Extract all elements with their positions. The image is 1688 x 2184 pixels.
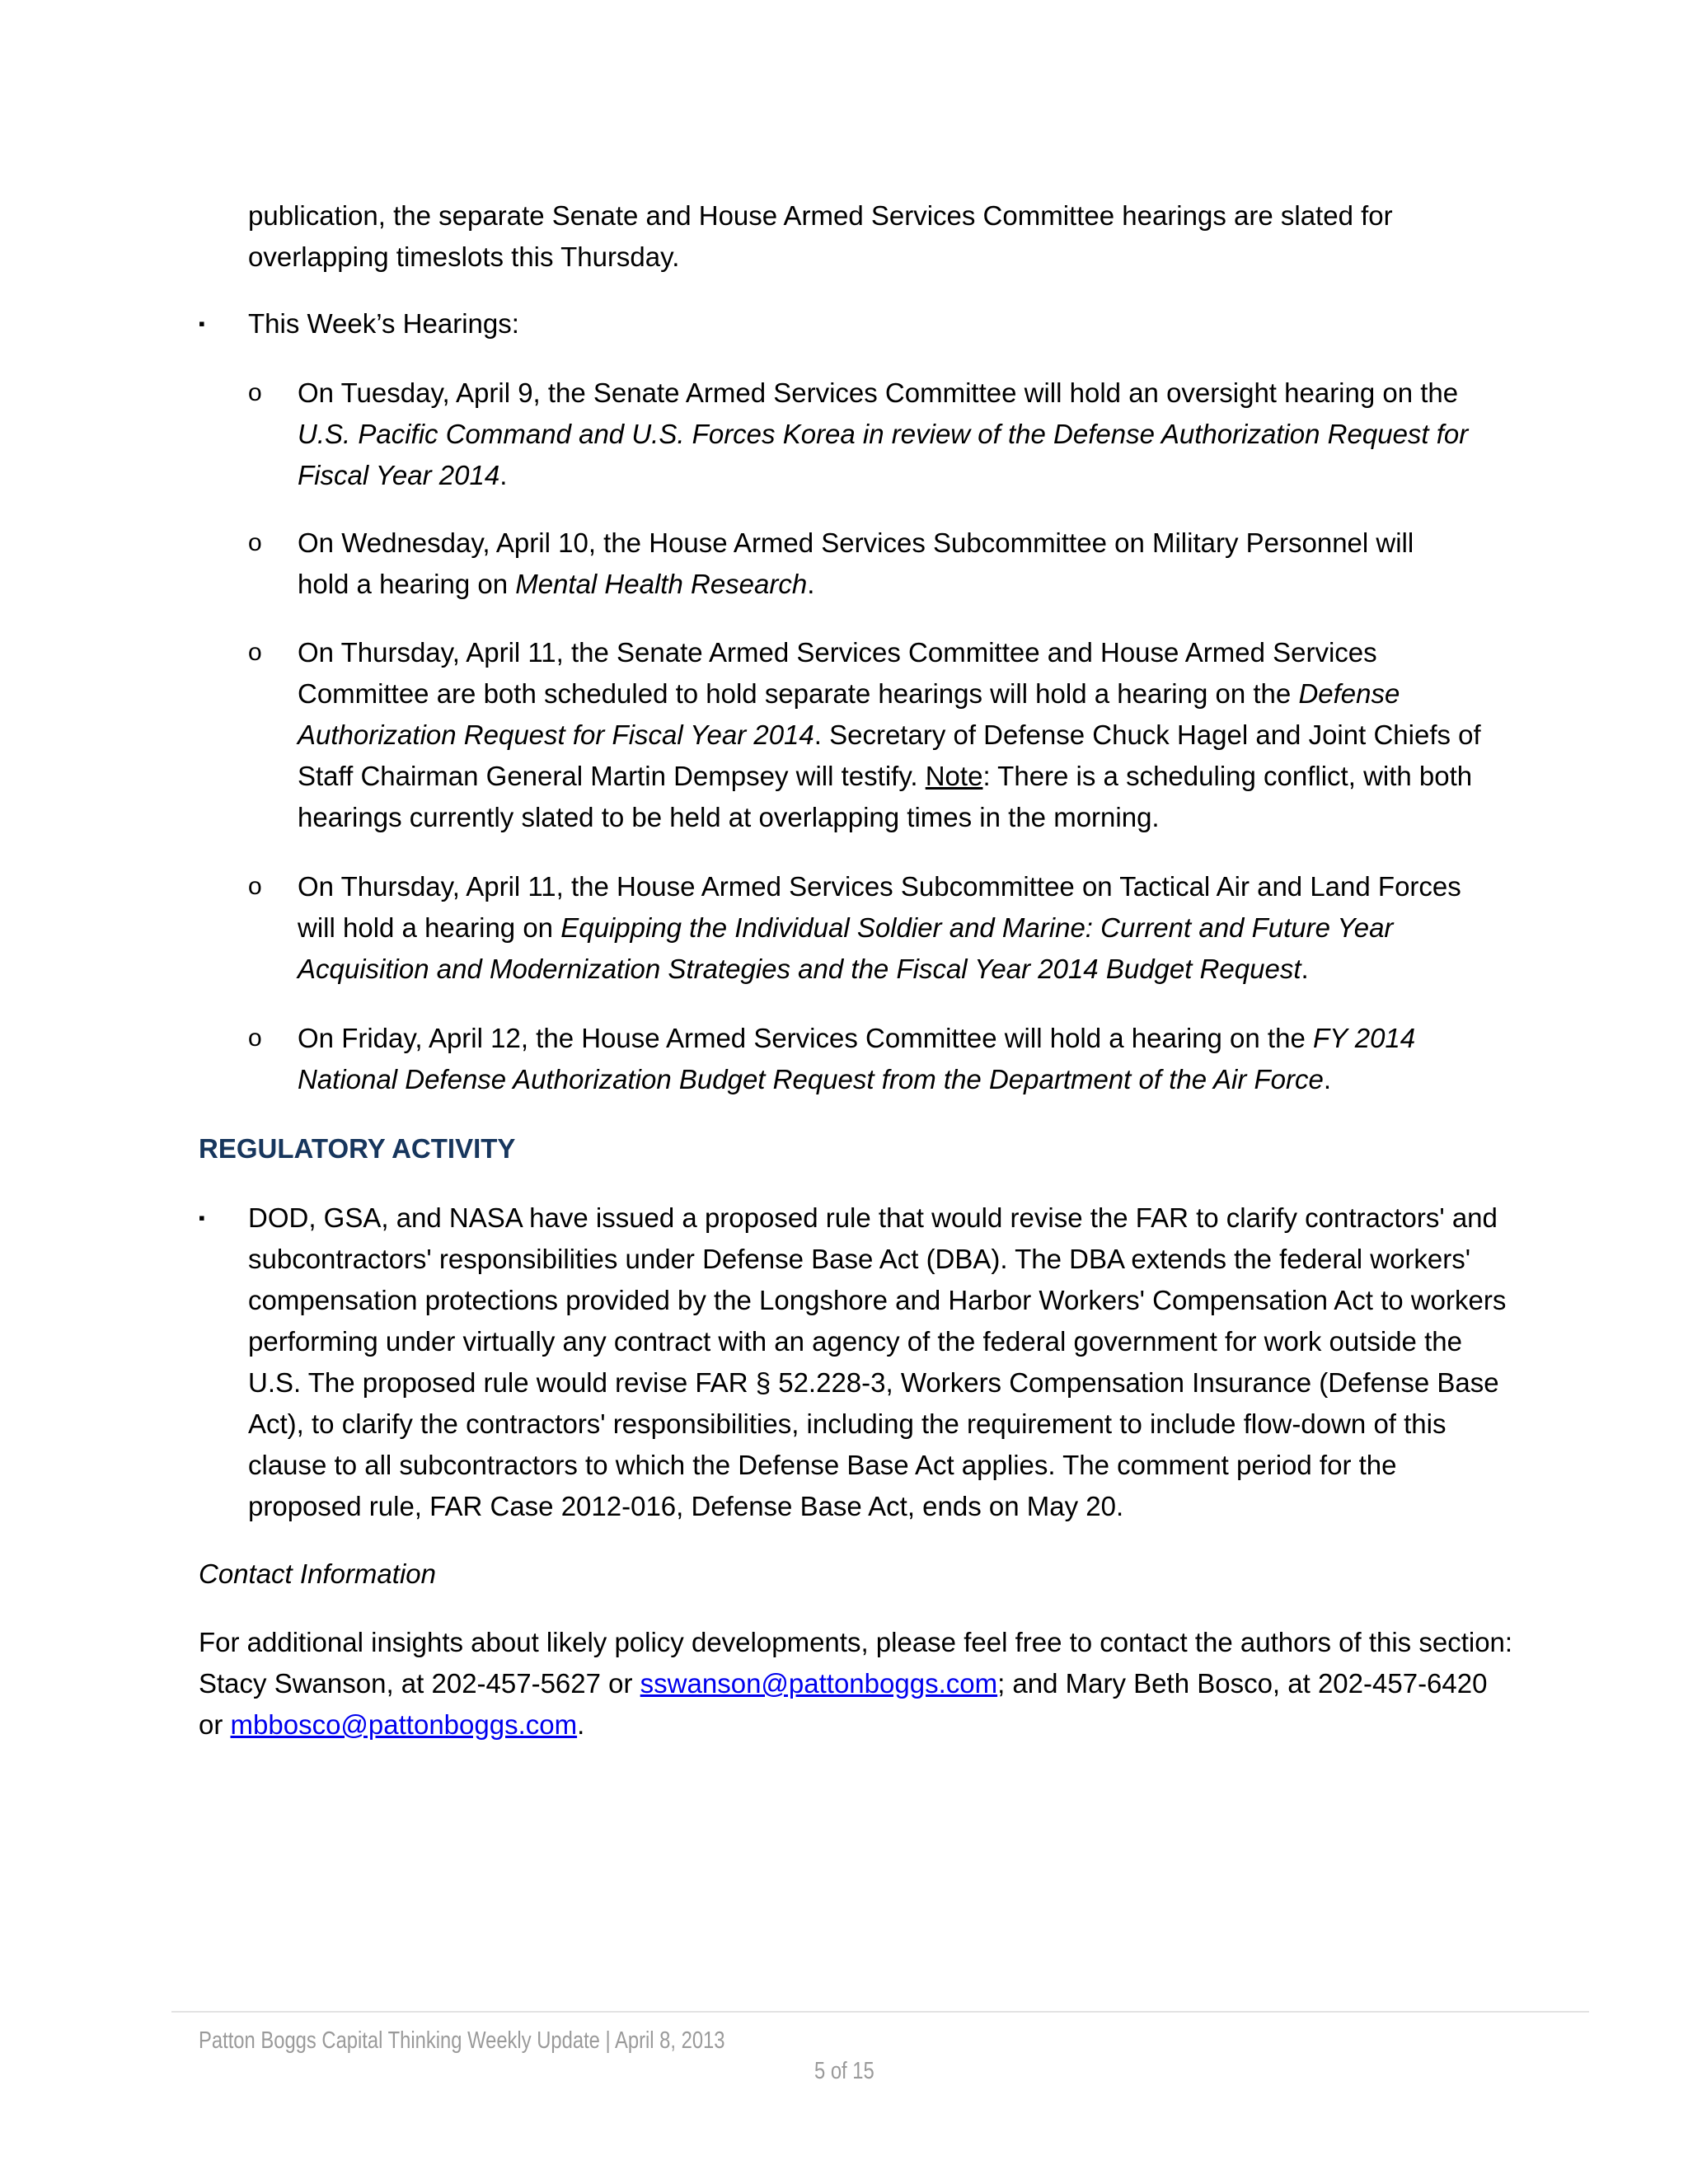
list-item: o On Wednesday, April 10, the House Armed Services Subcommittee on Military Personnel will hold a hearing on Mental Health Research. — [248, 523, 1468, 605]
continued-line: publication, the separate Senate and House Armed Services Committee hearings are slated for — [248, 200, 1393, 231]
footer-title: Patton Boggs Capital Thinking Weekly Update | April 8, 2013 — [199, 2027, 725, 2054]
square-bullet-icon: ▪ — [199, 313, 205, 334]
contact-paragraph: For additional insights about likely policy developments, please feel free to contact the authors of this section: Stacy Swanson, at 202-457-5627 or sswanson@pattonboggs.com; and Mary Beth Bosco, at 202-457-6420 or mbbosco@pattonboggs.com. — [199, 1627, 1513, 1740]
email-link-swanson[interactable]: sswanson@pattonboggs.com — [640, 1668, 998, 1699]
circle-bullet-icon: o — [248, 1024, 262, 1052]
hearing-title: Equipping the Individual Soldier and Marine: Current and Future Year Acquisition and Modernization Strategies and the Fiscal Year 2014 Budget Request — [298, 912, 1394, 984]
email-link-bosco[interactable]: mbbosco@pattonboggs.com — [230, 1709, 578, 1740]
footer-divider — [171, 2011, 1589, 2013]
hearing-title: U.S. Pacific Command and U.S. Forces Korea in review of the Defense Authorization Request for Fiscal Year 2014 — [298, 419, 1469, 490]
contact-heading: Contact Information — [199, 1558, 436, 1589]
section-heading: REGULATORY ACTIVITY — [199, 1133, 516, 1164]
list-item: o On Tuesday, April 9, the Senate Armed Services Committee will hold an oversight hearing on the U.S. Pacific Command and U.S. Forces Korea in review of the Defense Authorization Request for Fiscal Year 2014. — [248, 373, 1501, 496]
hearing-title: Mental Health Research — [515, 569, 808, 599]
list-item: o On Friday, April 12, the House Armed Services Committee will hold a hearing on the FY 2014 National Defense Authorization Budget Request from the Department of the Air Force. — [248, 1018, 1484, 1100]
circle-bullet-icon: o — [248, 639, 262, 666]
circle-bullet-icon: o — [248, 529, 262, 556]
circle-bullet-icon: o — [248, 379, 262, 406]
circle-bullet-icon: o — [248, 873, 262, 900]
note-label: Note — [925, 761, 983, 791]
continued-paragraph — [248, 195, 1517, 278]
page-number: 5 of 15 — [814, 2058, 874, 2084]
hearing-title: Defense Authorization Request for Fiscal Year 2014 — [298, 678, 1400, 750]
hearing-title: FY 2014 National Defense Authorization Budget Request from the Department of the Air Force — [298, 1023, 1416, 1094]
hearings-bullet — [199, 303, 1517, 344]
regulatory-text: DOD, GSA, and NASA have issued a proposed rule that would revise the FAR to clarify contractors' and subcontractors' responsibilities under Defense Base Act (DBA). The DBA extends the federal workers' compensation protections provided by the Longshore and Harbor Workers' Compensation Act to workers performing under virtually any contract with an agency of the federal government for work outside the U.S. The proposed rule would revise FAR § 52.228-3, Workers Compensation Insurance (Defense Base Act), to clarify the contractors' responsibilities, including the requirement to include flow-down of this clause to all subcontractors to which the Defense Base Act applies. The comment period for the proposed rule, FAR Case 2012-016, Defense Base Act, ends on May 20. — [248, 1202, 1507, 1521]
square-bullet-icon: ▪ — [199, 1207, 205, 1228]
list-item: o On Thursday, April 11, the House Armed Services Subcommittee on Tactical Air and Land Forces will hold a hearing on Equipping the Individual Soldier and Marine: Current and Future Year Acquisition and Modernization Strategies and the Fiscal Year 2014 Budget Request. — [248, 866, 1484, 990]
continued-line: overlapping timeslots this Thursday. — [248, 241, 680, 272]
hearings-title: This Week’s Hearings: — [248, 308, 519, 339]
list-item: o On Thursday, April 11, the Senate Armed Services Committee and House Armed Services Committee are both scheduled to hold separate hearings will hold a hearing on the Defense Authorization Request for Fiscal Year 2014. Secretary of Defense Chuck Hagel and Joint Chiefs of Staff Chairman General Martin Dempsey will testify. Note: There is a scheduling conflict, with both hearings currently slated to be held at overlapping times in the morning. — [248, 632, 1501, 838]
regulatory-bullet — [199, 1197, 1517, 1527]
